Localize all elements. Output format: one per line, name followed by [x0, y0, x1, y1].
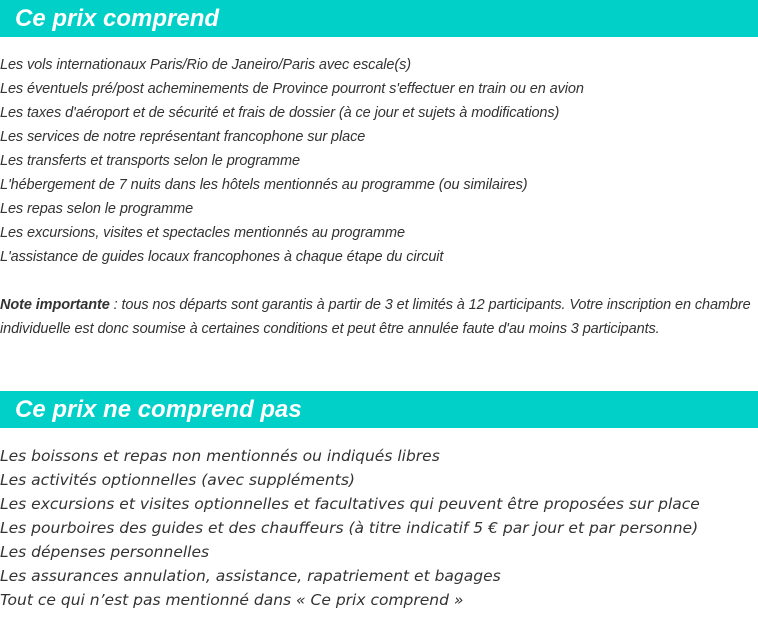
- list-item: L'assistance de guides locaux francophones à chaque étape du circuit: [0, 249, 444, 265]
- list-item: Les pourboires des guides et des chauffeurs (à titre indicatif 5 € par jour et par personne): [0, 519, 699, 537]
- list-item: Les activités optionnelles (avec suppléments): [0, 471, 355, 489]
- list-item: Les services de notre représentant francophone sur place: [0, 129, 366, 145]
- excludes-list: [0, 444, 700, 612]
- excludes-section-title: Ce prix ne comprend pas: [0, 391, 758, 428]
- list-item: L'hébergement de 7 nuits dans les hôtels mentionnés au programme (ou similaires): [0, 177, 528, 193]
- list-item: Les taxes d'aéroport et de sécurité et frais de dossier (à ce jour et sujets à modifications): [0, 105, 560, 121]
- list-item: Les boissons et repas non mentionnés ou indiqués libres: [0, 447, 440, 465]
- list-item: Les assurances annulation, assistance, rapatriement et bagages: [0, 567, 501, 585]
- list-item: Les excursions, visites et spectacles mentionnés au programme: [0, 225, 405, 241]
- list-item: Les éventuels pré/post acheminements de Province pourront s'effectuer en train ou en avion: [0, 81, 584, 97]
- list-item: Les excursions et visites optionnelles et facultatives qui peuvent être proposées sur place: [0, 495, 700, 513]
- important-note-label: Note importante: [0, 297, 110, 313]
- list-item: Les vols internationaux Paris/Rio de Janeiro/Paris avec escale(s): [0, 57, 411, 73]
- includes-section-title: Ce prix comprend: [0, 0, 758, 37]
- list-item: Les dépenses personnelles: [0, 543, 210, 561]
- list-item: Les repas selon le programme: [0, 201, 194, 217]
- important-note-text: : tous nos départs sont garantis à partir de 3 et limités à 12 participants. Votre inscription en chambre individuelle est donc soumise à certaines conditions et peut être annulée faute d'au moins 3 participants.: [0, 297, 751, 337]
- list-item: Tout ce qui n’est pas mentionné dans « Ce prix comprend »: [0, 591, 464, 609]
- list-item: Les transferts et transports selon le programme: [0, 153, 300, 169]
- important-note: [0, 293, 756, 341]
- includes-list: [0, 53, 584, 269]
